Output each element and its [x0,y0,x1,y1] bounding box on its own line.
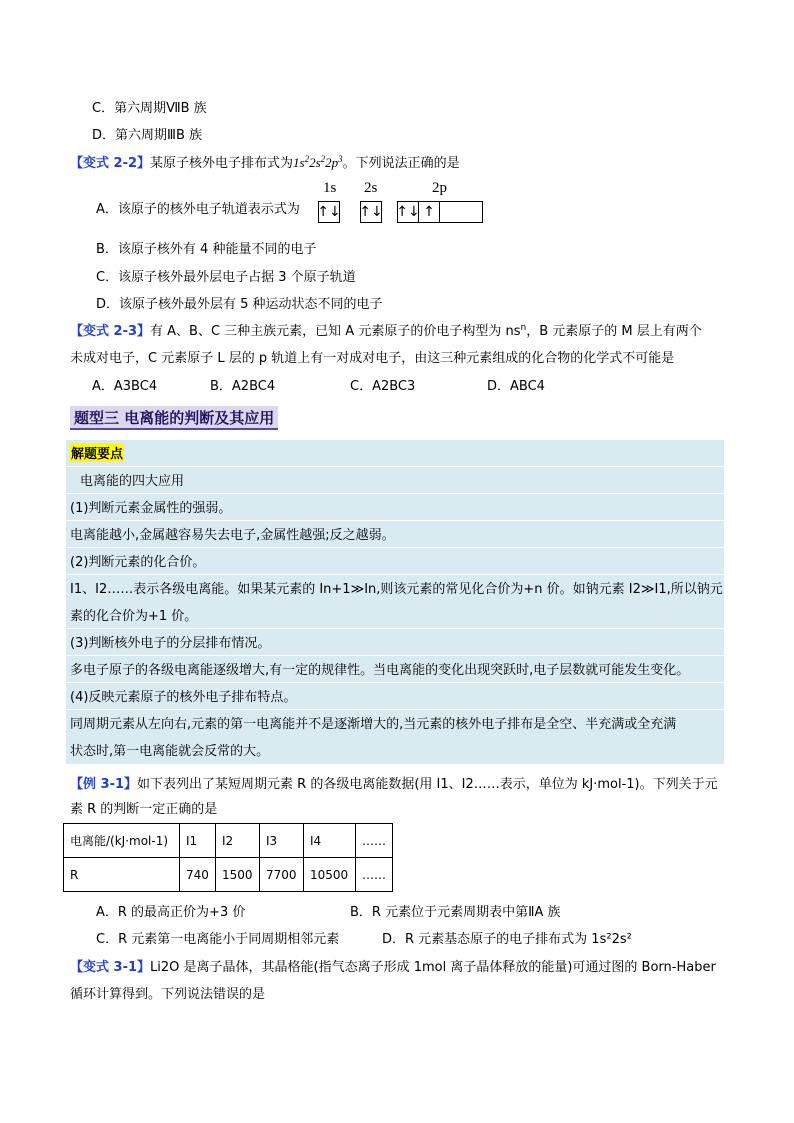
option-c: C．第六周期ⅦB 族 [92,101,207,116]
option-d: D．该原子核外最外层有 5 种运动状态不同的电子 [96,297,383,312]
option-b: B．A2BC4 [210,379,276,394]
key-point-line: (1)判断元素金属性的强弱。 [70,501,232,516]
question-2-3-line2: 未成对电子，C 元素原子 L 层的 p 轨道上有一对成对电子，由这三种元素组成的化合物的化学式不可能是 [70,351,675,366]
example-3-1-line1: 【例 3-1】如下表列出了某短周期元素 R 的各级电离能数据(用 I1、I2……表示，单位为 kJ·mol-1)。下列关于元 [70,777,718,792]
option-d: D．ABC4 [487,379,545,394]
table-row: 电离能/(kJ·mol-1) I1 I2 I3 I4 …… [64,824,393,858]
question-tag: 【例 3-1】 [70,777,138,792]
orbital-box-2p-3 [439,201,483,223]
option-c: C．该原子核外最外层电子占据 3 个原子轨道 [96,270,356,285]
question-2-2-stem: 【变式 2-2】某原子核外电子排布式为$1s^22s^22p^3$。下列说法正确的是 [70,154,460,171]
question-tag: 【变式 3-1】 [70,960,151,975]
example-3-1-line2: 素 R 的判断一定正确的是 [70,802,218,817]
orbital-box-2p-2: ↑ [418,201,440,223]
option-c: C．A2BC3 [350,379,416,394]
orbital-box-1s: ↑↓ [318,201,340,223]
option-a: A．R 的最高正价为+3 价 [96,905,246,920]
key-point-line: 素的化合价为+1 价。 [70,609,198,624]
key-points-tag: 解题要点 [70,443,124,462]
section-heading: 题型三 电离能的判断及其应用 [70,406,278,430]
orbital-label-2s: 2s [364,180,378,196]
key-point-line: 电离能的四大应用 [80,474,185,489]
orbital-label-2p: 2p [432,180,447,196]
key-point-line: I1、I2……表示各级电离能。如果某元素的 In+1≫In,则该元素的常见化合价为+n 价。如钠元素 I2≫I1,所以钠元 [70,582,723,597]
question-3-1-line2: 循环计算得到。下列说法错误的是 [70,987,266,1002]
question-tag: 【变式 2-3】 [70,324,151,339]
table-row: R 740 1500 7700 10500 …… [64,858,393,892]
key-point-line: 状态时,第一电离能就会反常的大。 [70,744,270,759]
key-point-line: (2)判断元素的化合价。 [70,555,206,570]
key-point-line: 电离能越小,金属越容易失去电子,金属性越强;反之越弱。 [70,528,395,543]
question-3-1-line1: 【变式 3-1】Li2O 是离子晶体，其晶格能(指气态离子形成 1mol 离子晶体释放的能量)可通过图的 Born-Haber [70,960,716,975]
option-d: D．第六周期ⅢB 族 [92,128,203,143]
orbital-box-2s: ↑↓ [360,201,382,223]
orbital-label-1s: 1s [323,180,337,196]
option-c: C．R 元素第一电离能小于同周期相邻元素 [96,932,340,947]
orbital-box-2p-1: ↑↓ [397,201,419,223]
key-point-line: (4)反映元素原子的核外电子排布特点。 [70,690,297,705]
option-b: B．该原子核外有 4 种能量不同的电子 [96,242,317,257]
question-tag: 【变式 2-2】 [70,156,151,171]
option-a: A．该原子的核外电子轨道表示式为 [96,202,300,217]
ionization-energy-table [63,823,393,892]
option-b: B．R 元素位于元素周期表中第ⅡA 族 [350,905,561,920]
key-point-line: 多电子原子的各级电离能逐级增大,有一定的规律性。当电离能的变化出现突跃时,电子层数就可能发生变化。 [70,663,690,678]
option-a: A．A3BC4 [92,379,158,394]
question-2-3-line1: 【变式 2-3】有 A、B、C 三种主族元素，已知 A 元素原子的价电子构型为 $ns^n$，B 元素原子的 M 层上有两个 [70,323,702,339]
option-d: D．R 元素基态原子的电子排布式为 1s²2s² [382,932,632,947]
electron-config: $1s^22s^22p^3$ [293,154,343,170]
key-point-line: (3)判断核外电子的分层排布情况。 [70,636,271,651]
key-point-line: 同周期元素从左向右,元素的第一电离能并不是逐渐增大的,当元素的核外电子排布是全空、半充满或全充满 [70,717,677,732]
